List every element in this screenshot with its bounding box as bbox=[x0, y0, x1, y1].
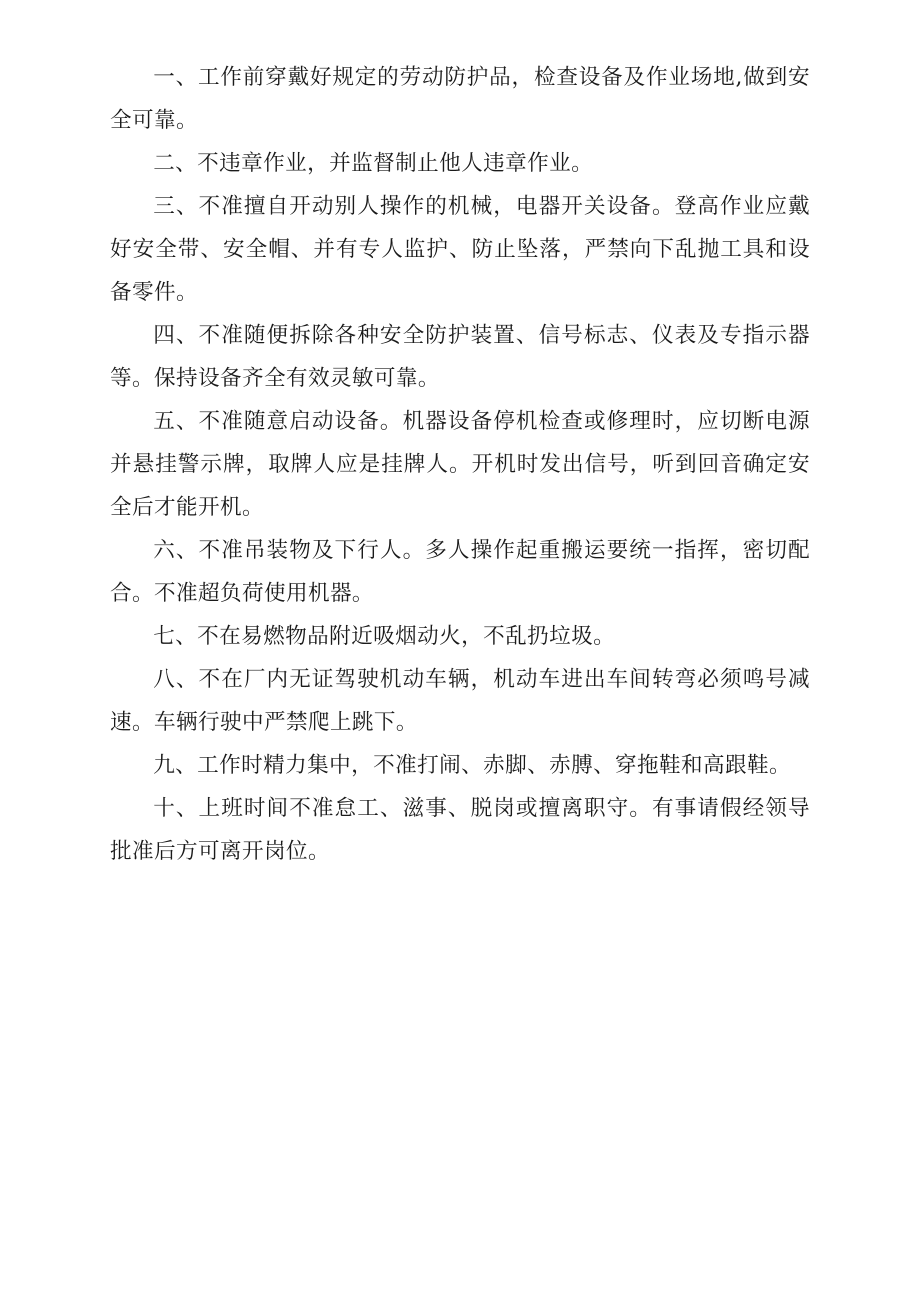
rule-paragraph-6: 六、不准吊装物及下行人。多人操作起重搬运要统一指挥，密切配合。不准超负荷使用机器。 bbox=[110, 538, 810, 606]
rule-paragraph-7: 七、不在易燃物品附近吸烟动火，不乱扔垃圾。 bbox=[153, 624, 616, 649]
rule-paragraph-1: 一、工作前穿戴好规定的劳动防护品，检查设备及作业场地,做到安全可靠。 bbox=[110, 65, 810, 133]
rule-paragraph-10: 十、上班时间不准怠工、滋事、脱岗或擅离职守。有事请假经领导批准后方可离开岗位。 bbox=[110, 796, 810, 864]
rule-paragraph-5: 五、不准随意启动设备。机器设备停机检查或修理时，应切断电源并悬挂警示牌，取牌人应是挂牌人。开机时发出信号，听到回音确定安全后才能开机。 bbox=[110, 409, 810, 520]
document-body bbox=[110, 56, 810, 873]
rule-paragraph-2: 二、不违章作业，并监督制止他人违章作业。 bbox=[153, 151, 594, 176]
rule-paragraph-9: 九、工作时精力集中，不准打闹、赤脚、赤膊、穿拖鞋和高跟鞋。 bbox=[153, 753, 792, 778]
rule-paragraph-4: 四、不准随便拆除各种安全防护装置、信号标志、仪表及专指示器等。保持设备齐全有效灵敏可靠。 bbox=[110, 323, 810, 391]
rule-paragraph-3: 三、不准擅自开动别人操作的机械，电器开关设备。登高作业应戴好安全带、安全帽、并有专人监护、防止坠落，严禁向下乱抛工具和设备零件。 bbox=[110, 194, 810, 305]
rule-paragraph-8: 八、不在厂内无证驾驶机动车辆，机动车进出车间转弯必须鸣号减速。车辆行驶中严禁爬上跳下。 bbox=[110, 667, 810, 735]
